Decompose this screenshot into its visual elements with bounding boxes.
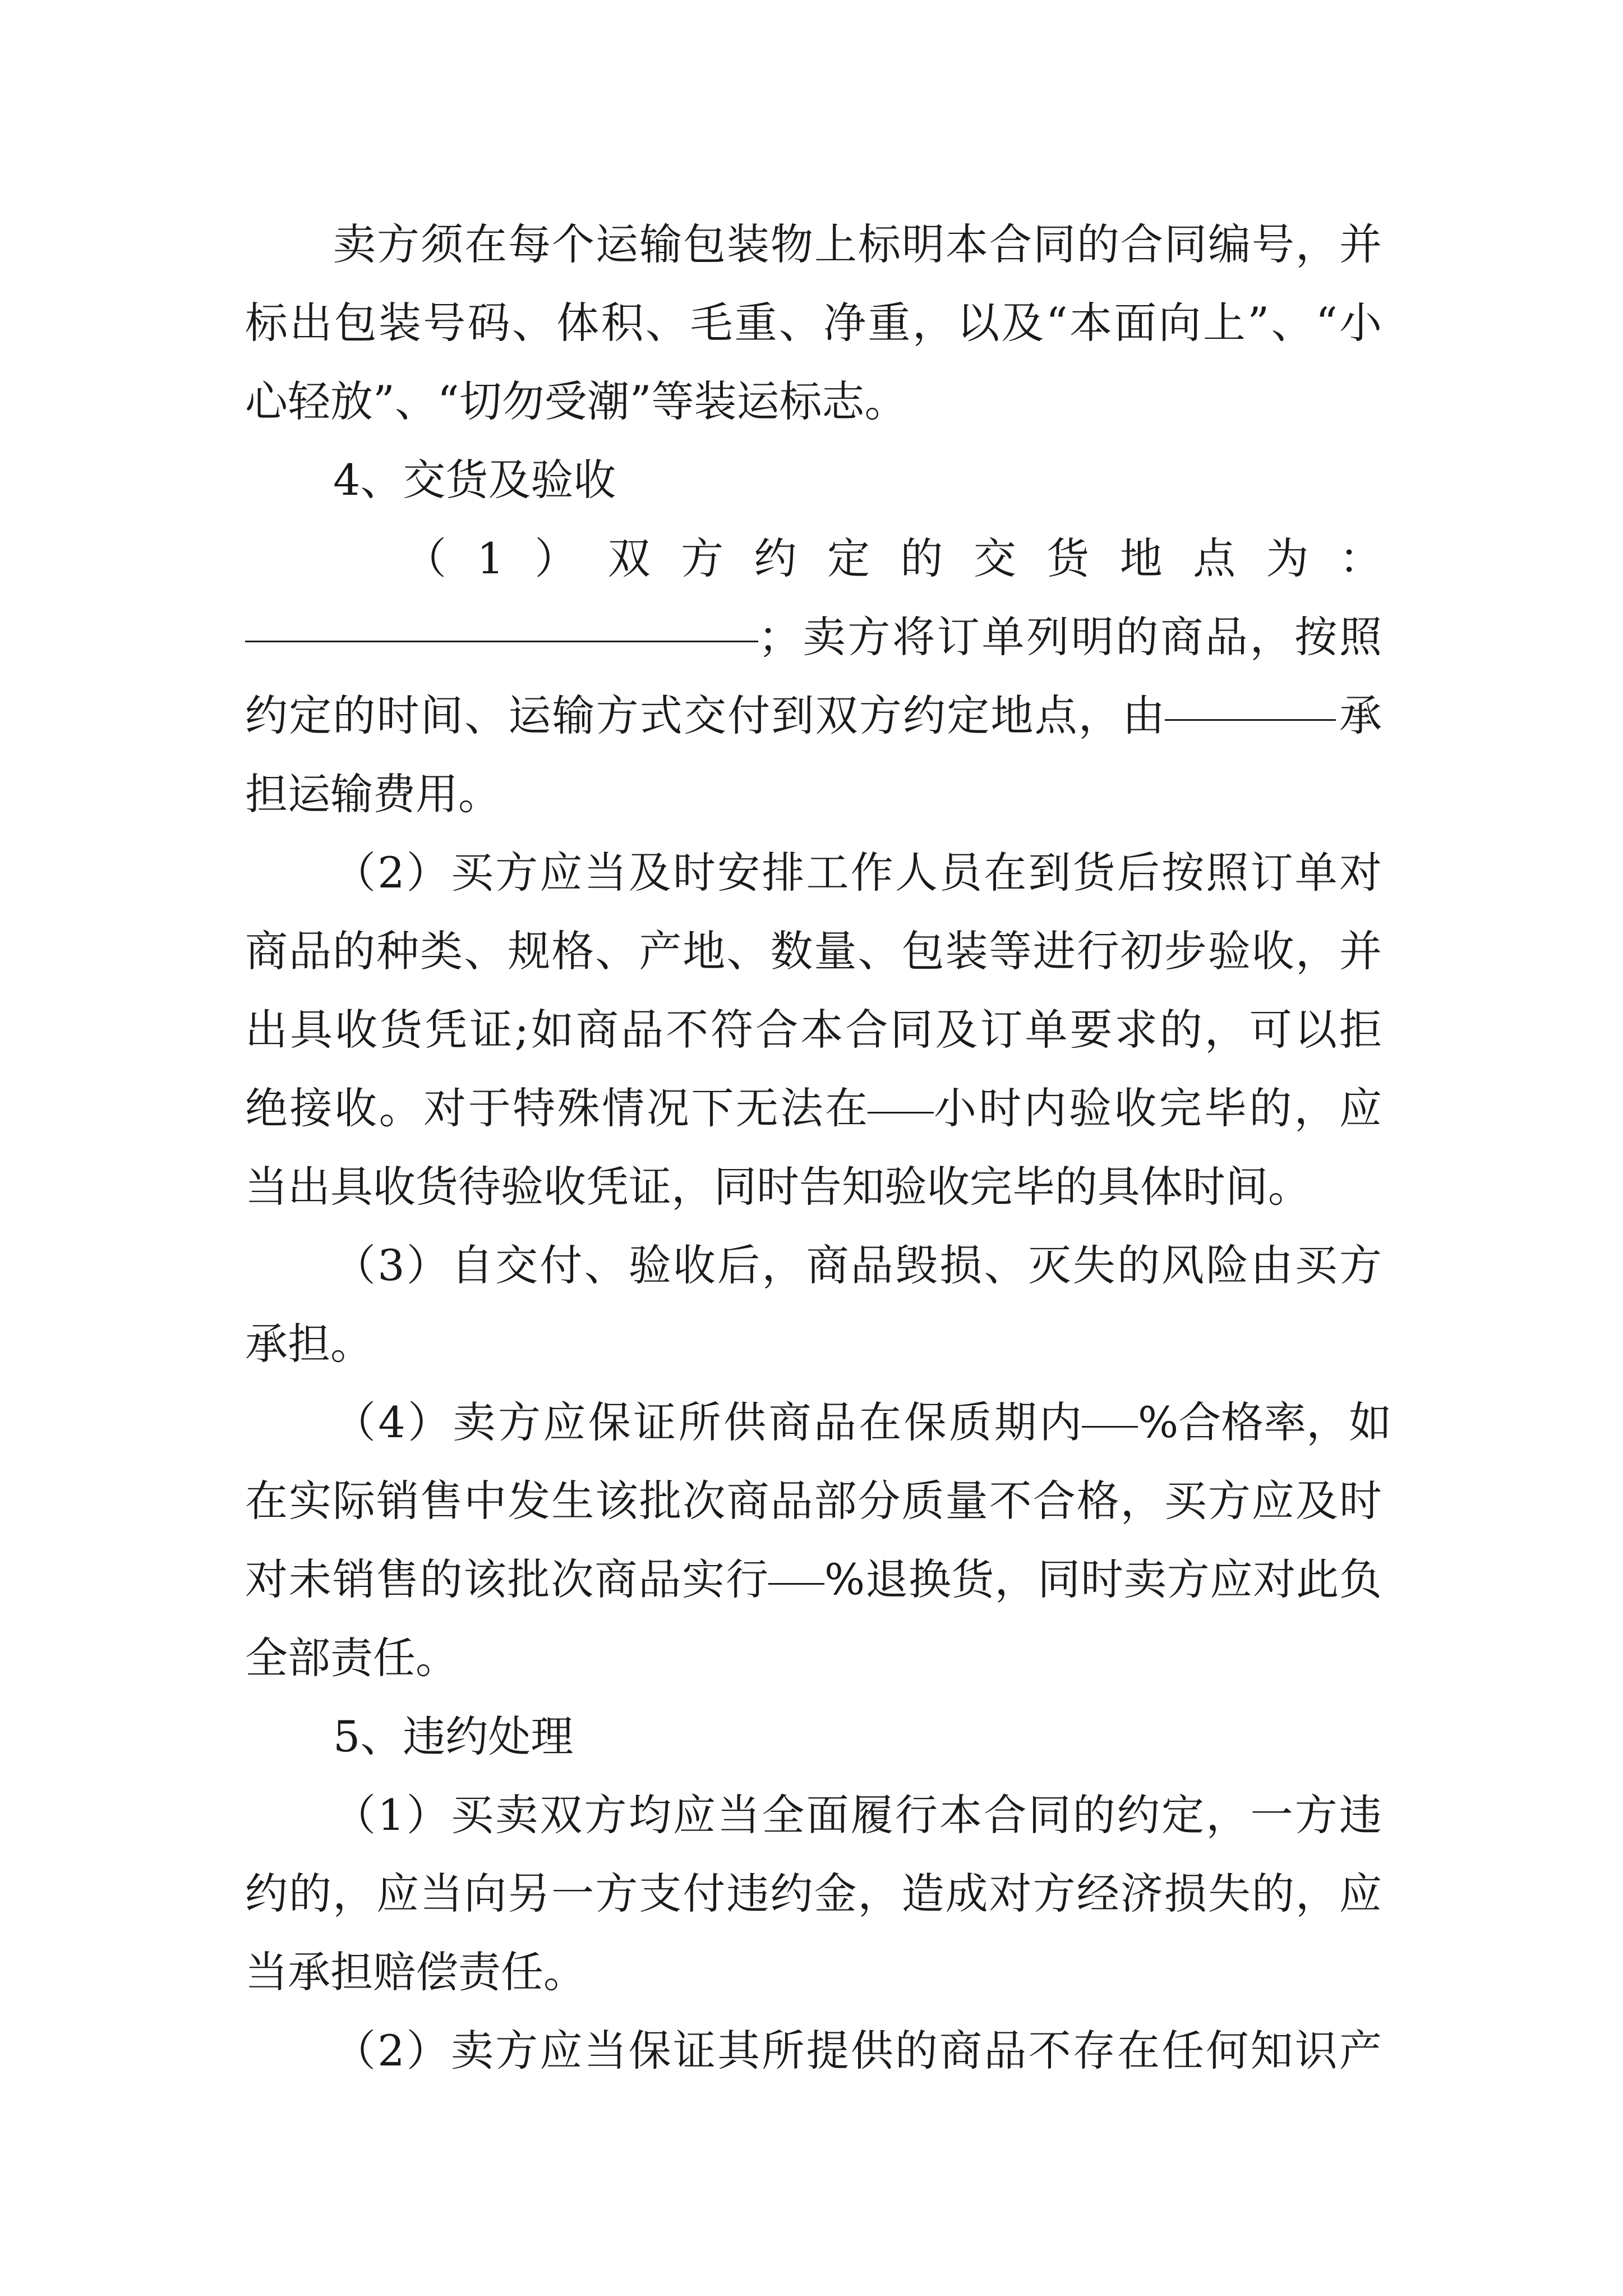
text-line: 担运输费用。 [245, 769, 501, 819]
text-segment: 承 [1339, 691, 1382, 740]
text-line: （2）买方应当及时安排工作人员在到货后按照订单对 [333, 848, 1382, 898]
text-line: 全部责任。 [245, 1633, 458, 1683]
text-line: 出具收货凭证;如商品不符合本合同及订单要求的，可以拒 [245, 1005, 1382, 1055]
text-line: 标出包装号码、体积、毛重、净重，以及“本面向上”、“小 [245, 298, 1382, 348]
text-segment: 对未销售的该批次商品实行 [245, 1554, 768, 1604]
section-heading-5: 5、违约处理 [333, 1711, 574, 1761]
text-segment: 绝接收。对于特殊情况下无法在 [245, 1083, 868, 1133]
freight-payer-blank [1165, 677, 1336, 721]
section-heading-4: 4、交货及验收 [333, 455, 616, 505]
pass-rate-blank [1082, 1383, 1138, 1428]
delivery-place-blank [245, 598, 758, 642]
text-line: 心轻放”、“切勿受潮”等装运标志。 [245, 376, 907, 426]
text-line [245, 598, 1382, 677]
text-line: （3）自交付、验收后，商品毁损、灭失的风险由买方 [333, 1240, 1382, 1290]
text-segment: （4）卖方应保证所供商品在保质期内 [333, 1397, 1082, 1447]
text-line: 卖方须在每个运输包装物上标明本合同的合同编号，并 [333, 219, 1382, 269]
text-segment: 约定的时间、运输方式交付到双方约定地点，由 [245, 691, 1165, 740]
text-line: （2）卖方应当保证其所提供的商品不存在任何知识产 [333, 2026, 1382, 2076]
text-line [245, 677, 1382, 755]
text-line: 当出具收货待验收凭证，同时告知验收完毕的具体时间。 [245, 1162, 1311, 1212]
text-line: （1）双方约定的交货地点为： [404, 533, 1382, 583]
text-line: （1）买卖双方均应当全面履行本合同的约定，一方违 [333, 1790, 1382, 1840]
inspection-hours-blank [868, 1069, 934, 1114]
text-line [245, 1540, 1382, 1619]
text-segment: 小时内验收完毕的，应 [934, 1083, 1382, 1133]
text-line [333, 1383, 1392, 1462]
text-line: 在实际销售中发生该批次商品部分质量不合格，买方应及时 [245, 1476, 1382, 1526]
text-segment: %合格率，如 [1138, 1397, 1392, 1447]
text-line: 承担。 [245, 1319, 373, 1369]
text-segment: %退换货，同时卖方应对此负 [824, 1554, 1382, 1604]
text-line [245, 1069, 1382, 1148]
text-line: 商品的种类、规格、产地、数量、包装等进行初步验收，并 [245, 926, 1382, 976]
text-segment: ；卖方将订单列明的商品，按照 [758, 612, 1382, 662]
text-line: 当承担赔偿责任。 [245, 1947, 586, 1997]
text-line: 约的，应当向另一方支付违约金，造成对方经济损失的，应 [245, 1869, 1382, 1918]
exchange-rate-blank [768, 1540, 824, 1585]
